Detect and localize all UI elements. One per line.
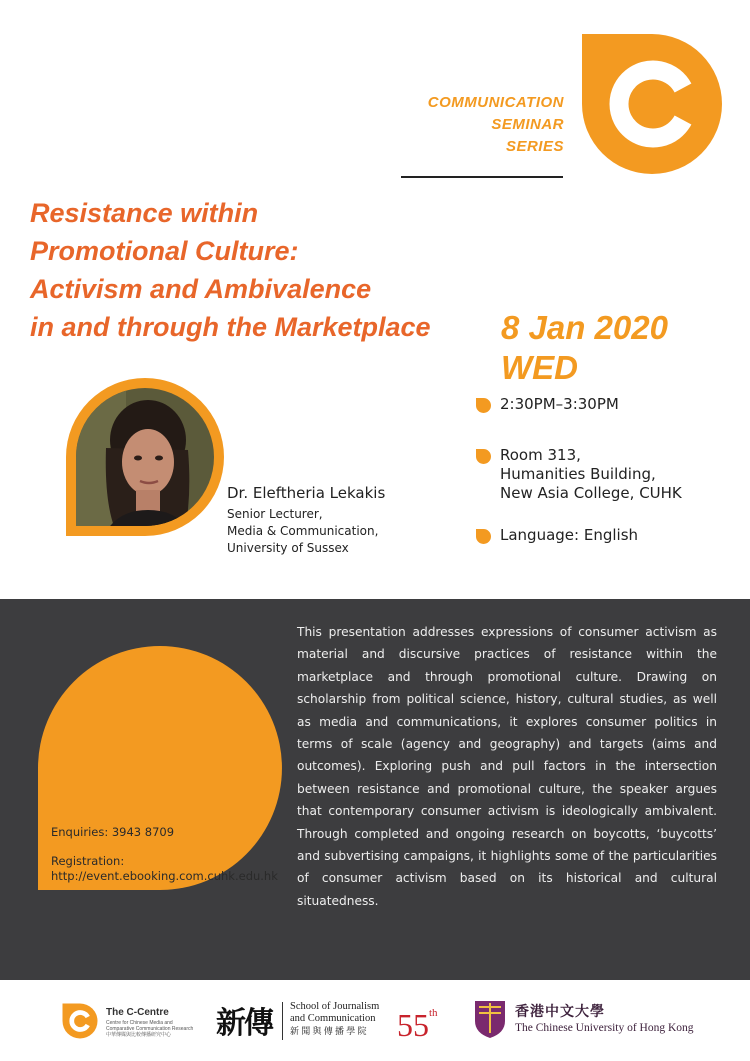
speaker-role: Senior Lecturer, Media & Communication, University of Sussex (227, 507, 379, 555)
footer (0, 980, 750, 1061)
language-row (476, 526, 638, 545)
title-line-1: Resistance within (30, 198, 259, 228)
school-line-1: School of Journalism (290, 1001, 380, 1012)
cuhk-crest-icon (473, 999, 507, 1039)
speaker-name: Dr. Eleftheria Lekakis (227, 484, 386, 502)
speaker-portrait (66, 378, 224, 536)
venue-bullet-icon (476, 449, 491, 464)
ccentre-name: The C-Centre (106, 1007, 169, 1018)
series-line-3: SERIES (505, 138, 564, 155)
language-text: Language: English (500, 526, 639, 544)
seminar-title (30, 194, 431, 346)
date-text: 8 Jan 2020 (501, 309, 668, 346)
time-bullet-icon (476, 398, 491, 413)
c-centre-logo-icon (580, 32, 724, 176)
title-line-4: in and through the Marketplace (30, 312, 431, 342)
series-label (428, 92, 564, 158)
event-date (501, 308, 668, 388)
weekday-text: WED (501, 349, 578, 386)
anniversary-suffix: th (429, 1007, 438, 1019)
school-chinese-mark: 新傳 (216, 1006, 272, 1041)
title-line-2: Promotional Culture: (30, 236, 299, 266)
cuhk-chinese-name: 香港中文大學 (515, 1004, 605, 1020)
ccentre-sub-2: Comparative Communication Research (106, 1026, 194, 1032)
language-bullet-icon (476, 529, 491, 544)
ccentre-footer-logo-icon (62, 1003, 98, 1039)
contact-blob-shape (0, 599, 290, 980)
venue-row (476, 446, 682, 503)
anniversary-number: 55 (397, 1007, 429, 1043)
registration-label: Registration: (51, 854, 125, 868)
title-line-3: Activism and Ambivalence (30, 274, 372, 304)
series-line-1: COMMUNICATION (427, 94, 564, 111)
abstract-text: This presentation addresses expressions of consumer activism as material and discursive practices of resistance within the marketplace and through promotional culture. Drawing on scholarship from political science, history, cultural studies, as well as media and communications, it explores consumer politics in terms of scale (agency and geography) and targets (aims and outcomes). Exploring push and pull factors in the intersection between resistance and promotional culture, the speaker argues that contemporary consumer activism is ideologically ambivalent. Through completed and ongoing research on boycotts, ‘buycotts’ and subvertising campaigns, it highlights some of the particularities of consumer activism based on its historical and cultural situatedness. (297, 625, 717, 908)
school-divider (282, 1002, 283, 1040)
registration-link[interactable]: http://event.ebooking.com.cuhk.edu.hk (51, 869, 278, 883)
school-line-2: and Communication (290, 1013, 376, 1024)
ccentre-subtitle (106, 1020, 193, 1038)
ccentre-sub-1: Centre for Chinese Media and (106, 1020, 173, 1026)
enquiries-text: Enquiries: 3943 8709 (51, 825, 175, 839)
ccentre-sub-3: 中華傳媒與比較傳播研究中心 (106, 1032, 172, 1038)
series-line-2: SEMINAR (491, 116, 564, 133)
series-divider (401, 176, 563, 178)
time-row (476, 395, 619, 414)
time-text: 2:30PM–3:30PM (500, 395, 619, 413)
school-line-3: 新 聞 與 傳 播 學 院 (290, 1026, 367, 1036)
cuhk-english-name: The Chinese University of Hong Kong (515, 1022, 694, 1034)
anniversary-mark (397, 996, 438, 1042)
venue-text: Room 313, Humanities Building, New Asia College, CUHK (500, 446, 682, 502)
school-name (290, 1001, 379, 1037)
